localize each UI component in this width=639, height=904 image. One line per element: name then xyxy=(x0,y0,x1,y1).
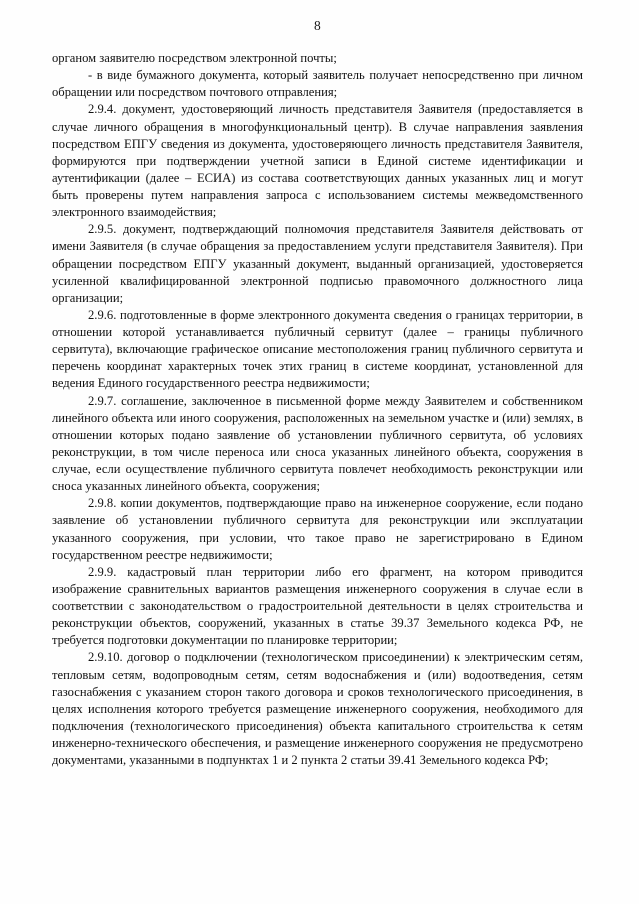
paragraph: 2.9.5. документ, подтверждающий полномочия представителя Заявителя действовать от имени Заявителя (в случае обращения за предоставлением услуги представителя Заявителя). При обращении посредством ЕПГУ указанный документ, выданный организацией, удостоверяется усиленной квалифицированной электронной подписью правомочного должностного лица организации; xyxy=(52,222,583,305)
paragraph: - в виде бумажного документа, который заявитель получает непосредственно при личном обращении или посредством почтового отправления; xyxy=(52,68,583,100)
paragraph: 2.9.10. договор о подключении (технологическом присоединении) к электрическим сетям, тепловым сетям, водопроводным сетям, сетям водоснабжения и (или) водоотведения, сетям газоснабжения с указанием сторон такого договора и сроков технологического присоединения, в целях исполнения которого требуется размещение инженерного сооружения, необходимого для подключения (технологического присоединения) объекта капитального строительства к сетям инженерно-технического обеспечения, и размещение инженерного сооружения не предусмотрено документами, указанными в подпунктах 1 и 2 пункта 2 статьи 39.41 Земельного кодекса РФ; xyxy=(52,650,583,768)
paragraph: 2.9.9. кадастровый план территории либо его фрагмент, на котором приводится изображение сравнительных вариантов размещения инженерного сооружения в случае если в соответствии с законодательством о градостроительной деятельности в целях строительства и реконструкции объектов, сооружений, указанных в статье 39.37 Земельного кодекса РФ, не требуется подготовки документации по планировке территории; xyxy=(52,564,583,648)
paragraph: 2.9.8. копии документов, подтверждающие право на инженерное сооружение, если подано заявление об установлении публичного сервитута для реконструкции или эксплуатации указанного сооружения, при условии, что такое право не зарегистрировано в Едином государственном реестре недвижимости; xyxy=(52,496,583,562)
page-number: 8 xyxy=(313,18,322,33)
paragraph: органом заявителю посредством электронной почты; xyxy=(52,51,337,65)
paragraph: 2.9.6. подготовленные в форме электронного документа сведения о границах территории, в отношении которой устанавливается публичный сервитут (далее – границы публичного сервитута), включающие графическое описание местоположения границ публичного сервитута и перечень координат характерных точек этих границ в системе координат, установленной для ведения Единого государственного реестра недвижимости; xyxy=(52,307,583,391)
paragraph: 2.9.4. документ, удостоверяющий личность представителя Заявителя (предоставляется в случае личного обращения в многофункциональный центр). В случае направления заявления посредством ЕПГУ сведения из документа, удостоверяющего личность представителя Заявителя, формируются при подтверждении учетной записи в Единой системе идентификации и аутентификации (далее – ЕСИА) из состава соответствующих данных указанных лиц и могут быть проверены путем направления запроса с использованием системы межведомственного электронного взаимодействия; xyxy=(52,102,583,220)
document-body xyxy=(52,50,583,769)
paragraph: 2.9.7. соглашение, заключенное в письменной форме между Заявителем и собственником линейного объекта или иного сооружения, расположенных на земельном участке и (или) землях, в отношении которых подано заявление об установлении публичного сервитута, об условиях реконструкции, в том числе переноса или сноса указанных линейного объекта, сооружения в случае, если осуществление публичного сервитута повлечет необходимость реконструкции или сноса указанных линейного объекта, сооружения; xyxy=(52,393,583,494)
